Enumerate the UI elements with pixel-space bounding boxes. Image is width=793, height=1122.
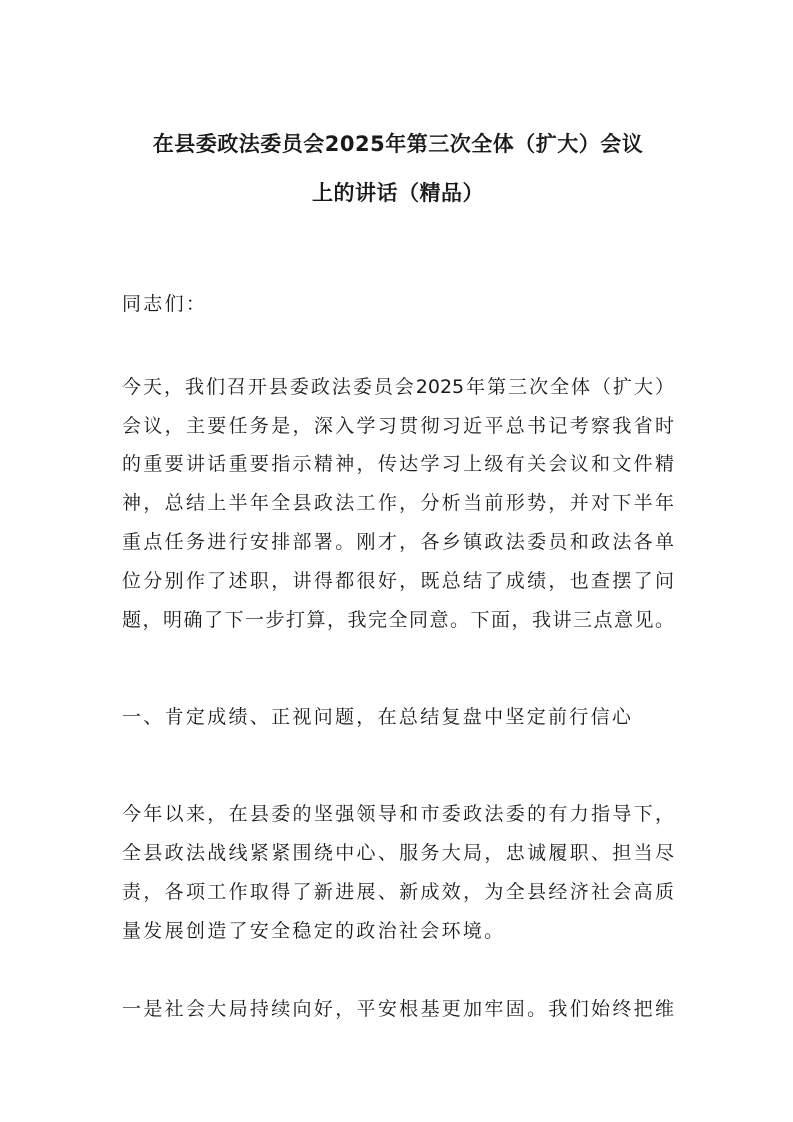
document-title-line-2: 上的讲话（精品） (312, 181, 484, 205)
paragraph-3-line-1: 一是社会大局持续向好，平安根基更加牢固。我们始终把维 (122, 998, 674, 1020)
paragraph-2-line-4: 量发展创造了安全稳定的政治社会环境。 (122, 920, 506, 942)
paragraph-1-line-7: 题，明确了下一步打算，我完全同意。下面，我讲三点意见。 (122, 609, 674, 631)
paragraph-1-line-5: 重点任务进行安排部署。刚才，各乡镇政法委员和政法各单 (122, 531, 674, 553)
paragraph-1-line-3: 的重要讲话重要指示精神，传达学习上级有关会议和文件精 (122, 453, 674, 475)
paragraph-2-line-1: 今年以来，在县委的坚强领导和市委政法委的有力指导下， (122, 803, 674, 825)
document-title-line-1: 在县委政法委员会2025年第三次全体（扩大）会议 (152, 132, 644, 156)
paragraph-1-line-1: 今天，我们召开县委政法委员会2025年第三次全体（扩大） (122, 376, 674, 398)
paragraph-1-line-2: 会议，主要任务是，深入学习贯彻习近平总书记考察我省时 (122, 415, 674, 437)
section-heading-1: 一、肯定成绩、正视问题，在总结复盘中坚定前行信心 (122, 706, 634, 728)
paragraph-1-line-6: 位分别作了述职，讲得都很好，既总结了成绩，也查摆了问 (122, 570, 674, 592)
salutation: 同志们： (122, 293, 208, 315)
paragraph-1-line-4: 神，总结上半年全县政法工作，分析当前形势，并对下半年 (122, 492, 674, 514)
paragraph-2-line-2: 全县政法战线紧紧围绕中心、服务大局，忠诚履职、担当尽 (122, 842, 674, 864)
paragraph-2-line-3: 责，各项工作取得了新进展、新成效，为全县经济社会高质 (122, 881, 674, 903)
